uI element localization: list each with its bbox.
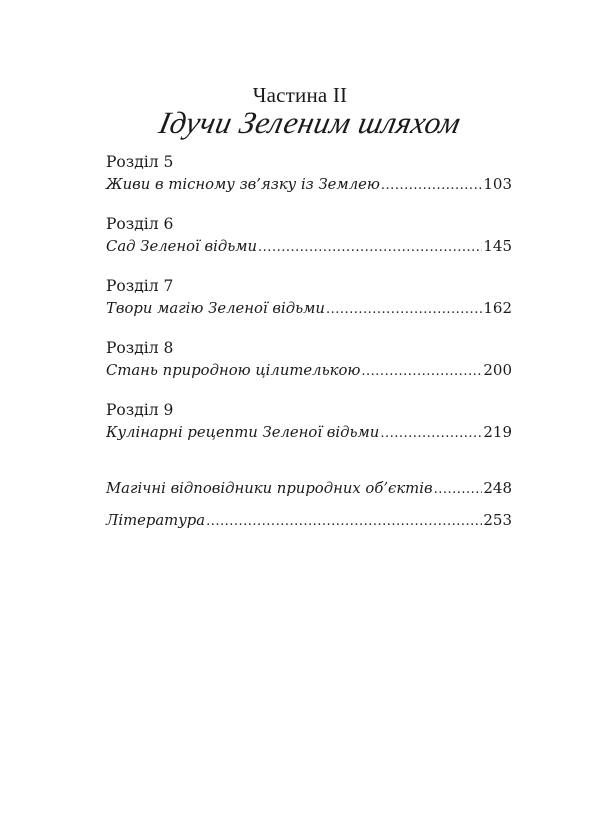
chapter-label: Розділ 9 [106, 401, 174, 419]
toc-entry[interactable] [106, 174, 512, 196]
entry-title: Література [106, 512, 206, 529]
dot-leader [434, 480, 483, 500]
entry-title: Твори магію Зеленої відьми [106, 300, 325, 317]
chapter-block [106, 338, 512, 382]
appendix-block [106, 510, 512, 532]
chapter-label: Розділ 7 [106, 277, 174, 295]
chapter-block [106, 152, 512, 196]
page-number: 200 [483, 361, 512, 379]
chapter-label: Розділ 6 [106, 215, 174, 233]
chapter-block [106, 400, 512, 444]
toc-entry[interactable] [106, 510, 512, 532]
entry-title: Сад Зеленої відьми [106, 238, 258, 255]
toc-entry[interactable] [106, 478, 512, 500]
dot-leader [206, 512, 482, 532]
toc-entry[interactable] [106, 360, 512, 382]
entry-title: Живи в тісному зв’язку із Землею [106, 176, 380, 193]
page-number: 162 [483, 299, 512, 317]
toc-entry[interactable] [106, 422, 512, 444]
page-number: 253 [483, 511, 512, 529]
chapter-label: Розділ 5 [106, 153, 174, 171]
part-subtitle: Ідучи Зеленим шляхом [156, 105, 465, 140]
page-number: 103 [483, 175, 512, 193]
entry-title: Магічні відповідники природних об’єктів [106, 480, 433, 497]
dot-leader [380, 424, 482, 444]
page-number: 145 [483, 237, 512, 255]
dot-leader [361, 362, 482, 382]
page-number: 219 [483, 423, 512, 441]
chapter-label: Розділ 8 [106, 339, 174, 357]
dot-leader [258, 238, 482, 258]
appendix-block [106, 478, 512, 500]
dot-leader [326, 300, 482, 320]
entry-title: Кулінарні рецепти Зеленої відьми [106, 424, 380, 441]
chapter-block [106, 276, 512, 320]
page-number: 248 [483, 479, 512, 497]
toc-entry[interactable] [106, 236, 512, 258]
dot-leader [381, 176, 482, 196]
entry-title: Стань природною цілителькою [106, 362, 361, 379]
part-title: Частина II [252, 83, 348, 107]
chapter-block [106, 214, 512, 258]
toc-entry[interactable] [106, 298, 512, 320]
